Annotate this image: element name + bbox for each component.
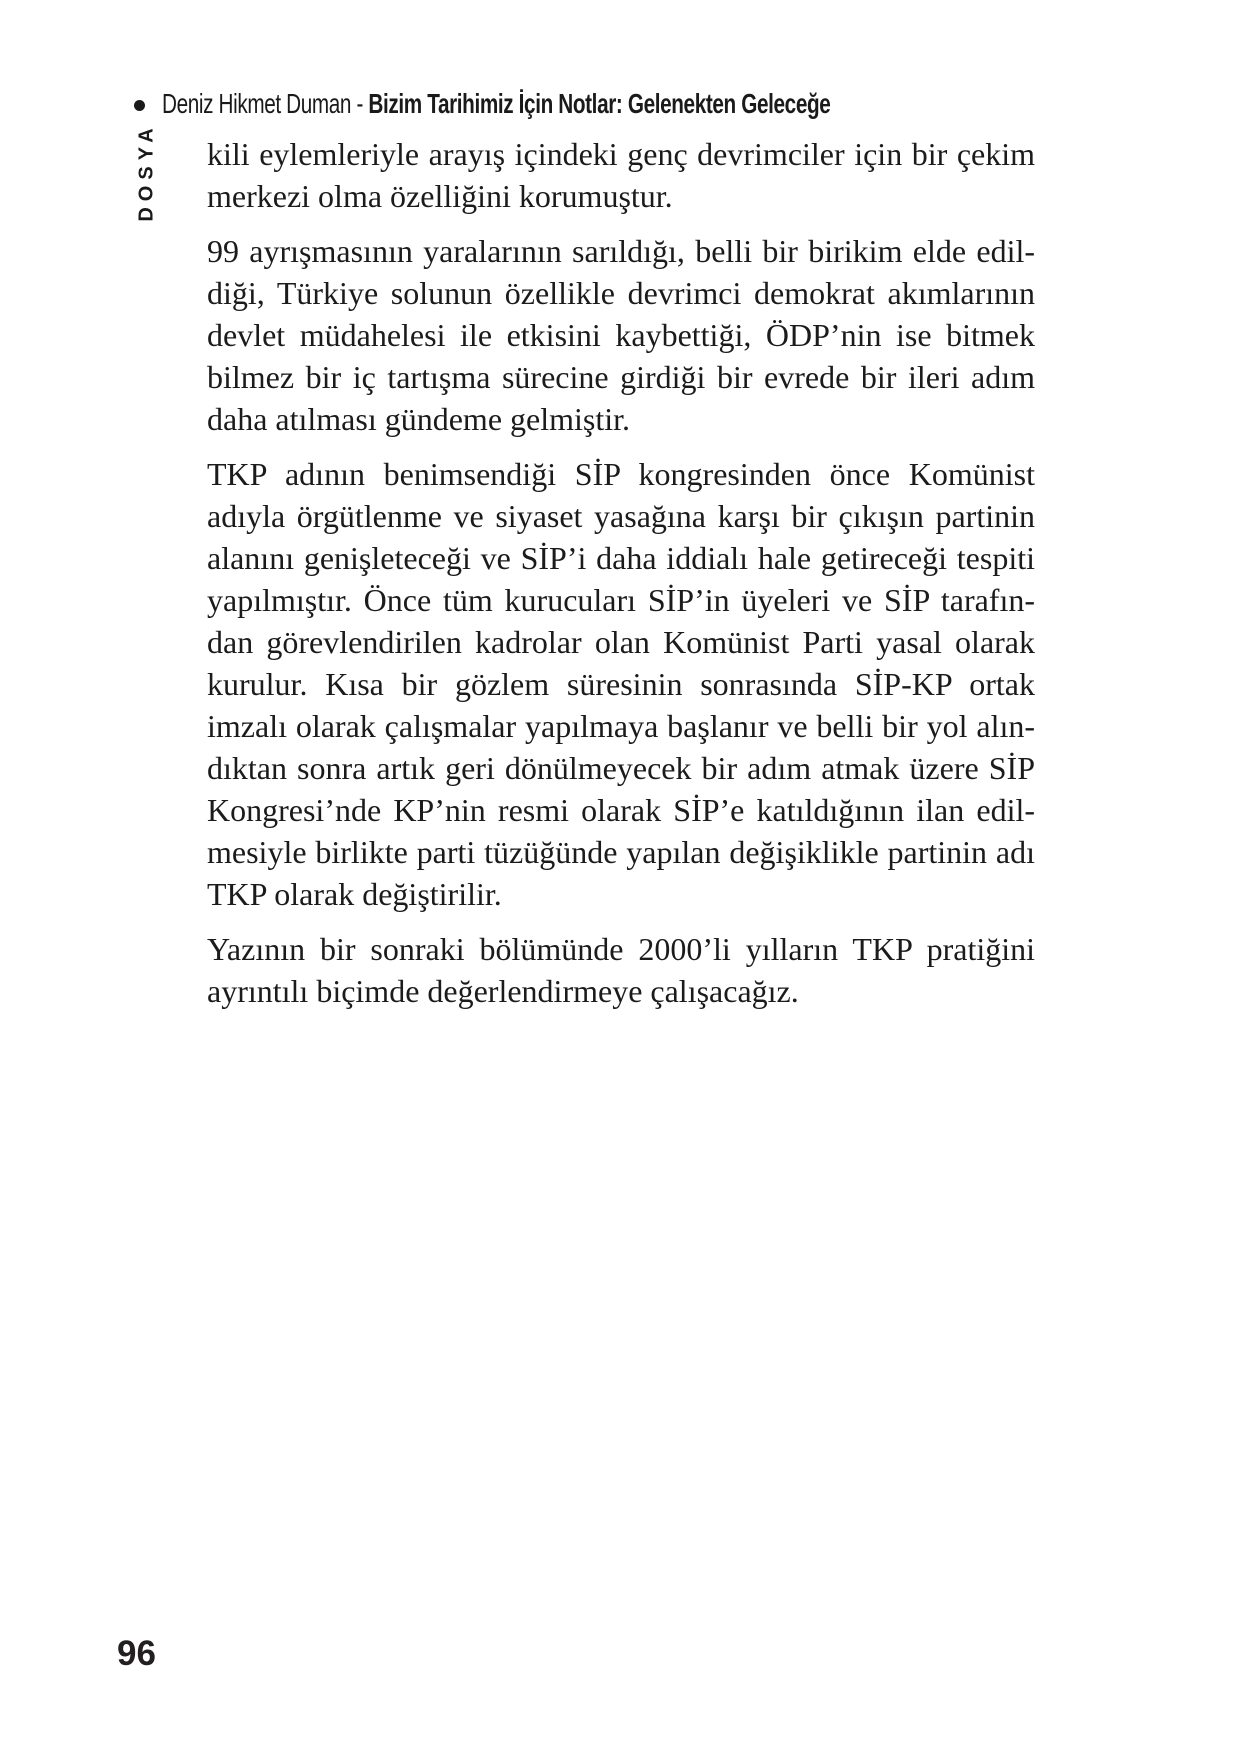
paragraph [207, 453, 1035, 915]
body-line: dan görevlendirilen kadrolar olan Komünist Parti yasal olarak [207, 624, 1035, 660]
body-line: Kongresi’nde KP’nin resmi olarak SİP’e katıldığının ilan edil- [207, 792, 1035, 828]
body-line: kurulur. Kısa bir gözlem süresinin sonrasında SİP-KP ortak [207, 666, 1035, 702]
body-line: 99 ayrışmasının yaralarının sarıldığı, belli bir birikim elde edil- [207, 233, 1035, 269]
paragraph [207, 928, 1035, 1012]
body-line: devlet müdahelesi ile etkisini kaybettiği, ÖDP’nin ise bitmek [207, 317, 1035, 353]
body-line: TKP adının benimsendiği SİP kongresinden önce Komünist [207, 456, 1035, 492]
page-number: 96 [117, 1634, 156, 1673]
body-line: yapılmıştır. Önce tüm kurucuları SİP’in üyeleri ve SİP tarafın- [207, 582, 1035, 618]
body-text [207, 133, 1035, 1025]
body-line: dıktan sonra artık geri dönülmeyecek bir adım atmak üzere SİP [207, 750, 1035, 786]
body-line: daha atılması gündeme gelmiştir. [207, 401, 631, 437]
body-line: bilmez bir iç tartışma sürecine girdiği bir evrede bir ileri adım [207, 359, 1035, 395]
body-line: TKP olarak değiştirilir. [207, 876, 502, 912]
header-book-title: Bizim Tarihimiz İçin Notlar: Gelenekten Geleceğe [368, 88, 831, 119]
paragraph [207, 230, 1035, 440]
body-line: Yazının bir sonraki bölümünde 2000’li yılların TKP pratiğini [207, 931, 1035, 967]
body-line: diği, Türkiye solunun özellikle devrimci demokrat akımlarının [207, 275, 1035, 311]
body-line: adıyla örgütlenme ve siyaset yasağına karşı bir çıkışın partinin [207, 498, 1035, 534]
body-line: kili eylemleriyle arayış içindeki genç devrimciler için bir çekim [207, 136, 1035, 172]
body-line: imzalı olarak çalışmalar yapılmaya başlanır ve belli bir yol alın- [207, 708, 1035, 744]
body-line: ayrıntılı biçimde değerlendirmeye çalışacağız. [207, 973, 799, 1009]
body-line: mesiyle birlikte parti tüzüğünde yapılan değişiklikle partinin adı [207, 834, 1035, 870]
body-line: merkezi olma özelliğini korumuştur. [207, 178, 673, 214]
paragraph [207, 133, 1035, 217]
bullet-icon [134, 100, 145, 111]
running-header [162, 90, 830, 118]
section-label-vertical: DOSYA [135, 122, 158, 222]
body-line: alanını genişleteceği ve SİP’i daha iddialı hale getireceği tespiti [207, 540, 1035, 576]
header-author: Deniz Hikmet Duman [162, 88, 352, 119]
header-separator: - [351, 88, 369, 119]
